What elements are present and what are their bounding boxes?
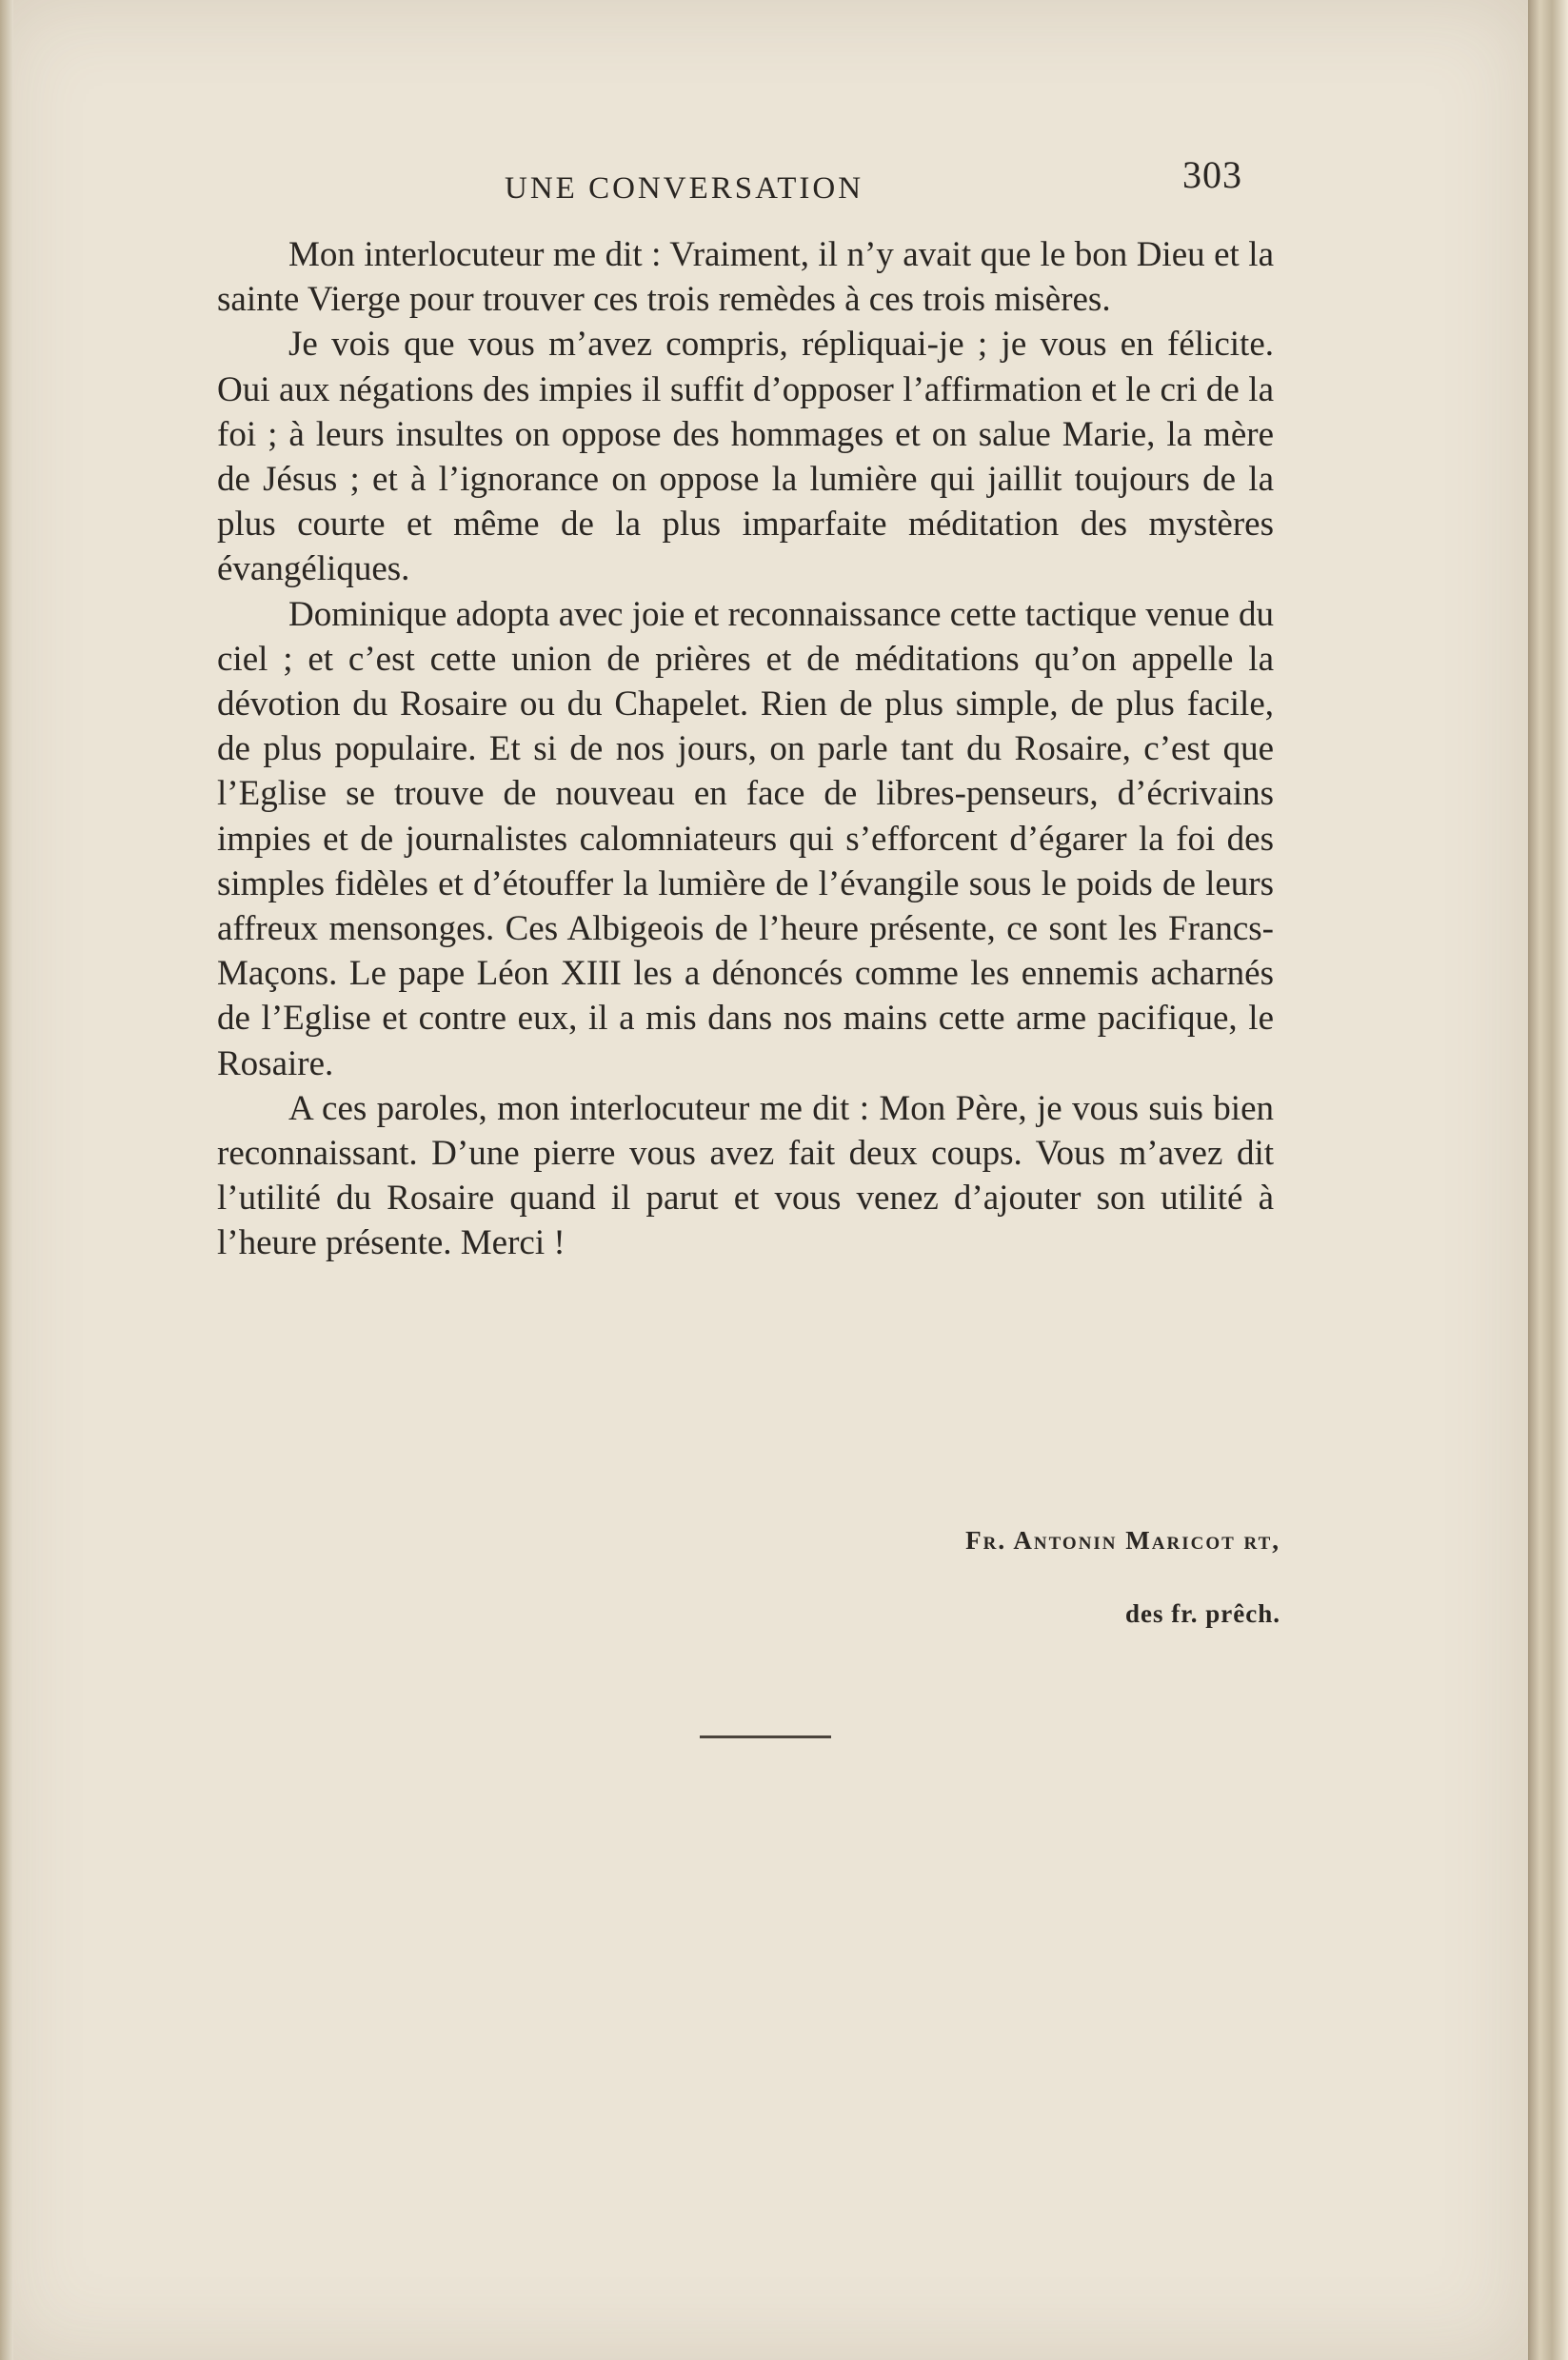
end-rule (700, 1735, 831, 1738)
paragraph: A ces paroles, mon interlocuteur me dit : Mon Père, je vous suis bien reconnaissant. D’une pierre vous avez fait deux coups. Vous m’avez dit l’utilité du Rosaire quand il parut et vous venez d’ajouter son utilité à l’heure présente. Merci ! (217, 1088, 1274, 1263)
running-title: UNE CONVERSATION (505, 171, 864, 206)
page-gutter (0, 0, 13, 2360)
signature (862, 1526, 1280, 1629)
paragraph: Dominique adopta avec joie et reconnaissance cette tactique venue du ciel ; et c’est cette union de prières et de méditations qu’on appelle la dévotion du Rosaire ou du Chapelet. Rien de plus simple, de plus facile, de plus populaire. Et si de nos jours, on parle tant du Rosaire, c’est que l’Eglise se trouve de nouveau en face de libres-penseurs, d’écrivains impies et de journalistes calomniateurs qui s’efforcent d’égarer la foi des simples fidèles et d’étouffer la lumière de l’évangile sous le poids de leurs affreux mensonges. Ces Albigeois de l’heure présente, ce sont les Francs-Maçons. Le pape Léon XIII les a dénoncés comme les ennemis acharnés de l’Eglise et contre eux, il a mis dans nos mains cette arme pacifique, le Rosaire. (217, 594, 1274, 1083)
signature-author: Fr. Antonin Maricot rt, (965, 1526, 1280, 1555)
paragraph: Je vois que vous m’avez compris, répliquai-je ; je vous en félicite. Oui aux négations des impies il suffit d’opposer l’affirmation et le cri de la foi ; à leurs insultes on oppose des hommages et on salue Marie, la mère de Jésus ; et à l’ignorance on oppose la lumière qui jaillit toujours de la plus courte et même de la plus imparfaite méditation des mystères évangéliques. (217, 325, 1274, 589)
paragraph: Mon interlocuteur me dit : Vraiment, il n’y avait que le bon Dieu et la sainte Vierge pour trouver ces trois remèdes à ces trois misères. (217, 235, 1274, 320)
page-header (214, 152, 1242, 209)
page-edge (1528, 0, 1568, 2360)
page-number: 303 (1182, 153, 1242, 196)
signature-order: des fr. prêch. (1125, 1599, 1280, 1628)
body-text (217, 232, 1274, 1266)
